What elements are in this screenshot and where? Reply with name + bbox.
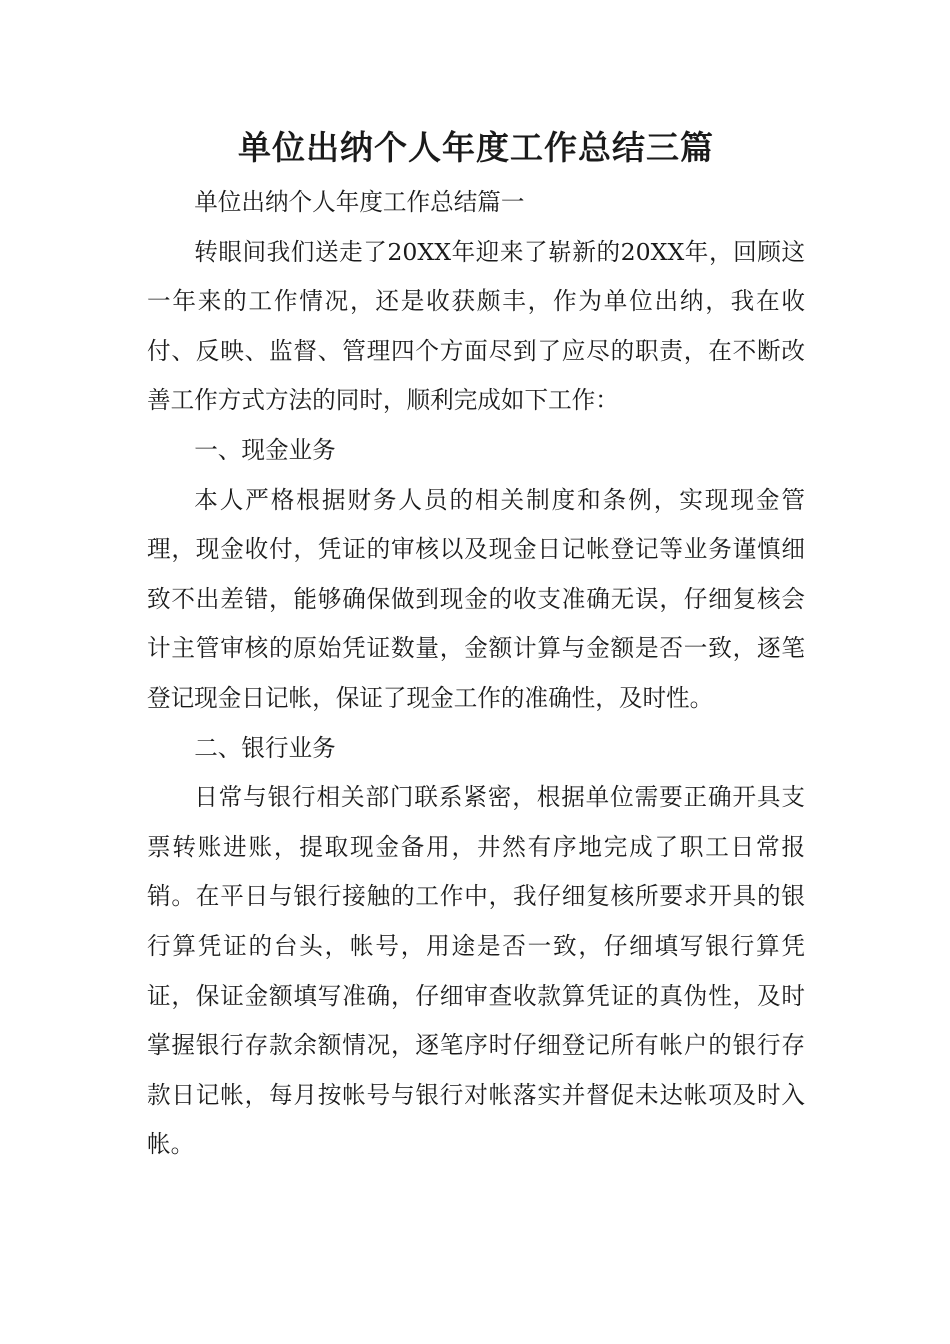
document-page <box>147 118 805 1170</box>
document-title: 单位出纳个人年度工作总结三篇 <box>238 128 714 167</box>
paragraph-bank-business: 日常与银行相关部门联系紧密，根据单位需要正确开具支票转账进账，提取现金备用，井然有序地完成了职工日常报销。在平日与银行接触的工作中，我仔细复核所要求开具的银行算凭证的台头，帐号，用途是否一致，仔细填写银行算凭证，保证金额填写准确，仔细审查收款算凭证的真伪性，及时掌握银行存款余额情况，逐笔序时仔细登记所有帐户的银行存款日记帐，每月按帐号与银行对帐落实并督促未达帐项及时入帐。 <box>147 783 805 1159</box>
paragraph-cash-business: 本人严格根据财务人员的相关制度和条例，实现现金管理，现金收付，凭证的审核以及现金日记帐登记等业务谨慎细致不出差错，能够确保做到现金的收支准确无误，仔细复核会计主管审核的原始凭证数量，金额计算与金额是否一致，逐笔登记现金日记帐，保证了现金工作的准确性，及时性。 <box>147 485 805 712</box>
heading-bank-business: 二、银行业务 <box>194 733 336 762</box>
heading-cash-business: 一、现金业务 <box>194 435 336 464</box>
section-subtitle: 单位出纳个人年度工作总结篇一 <box>194 188 525 216</box>
paragraph-intro: 转眼间我们送走了20XX年迎来了崭新的20XX年，回顾这一年来的工作情况，还是收获颇丰，作为单位出纳，我在收付、反映、监督、管理四个方面尽到了应尽的职责，在不断改善工作方式方法的同时，顺利完成如下工作： <box>147 237 805 415</box>
